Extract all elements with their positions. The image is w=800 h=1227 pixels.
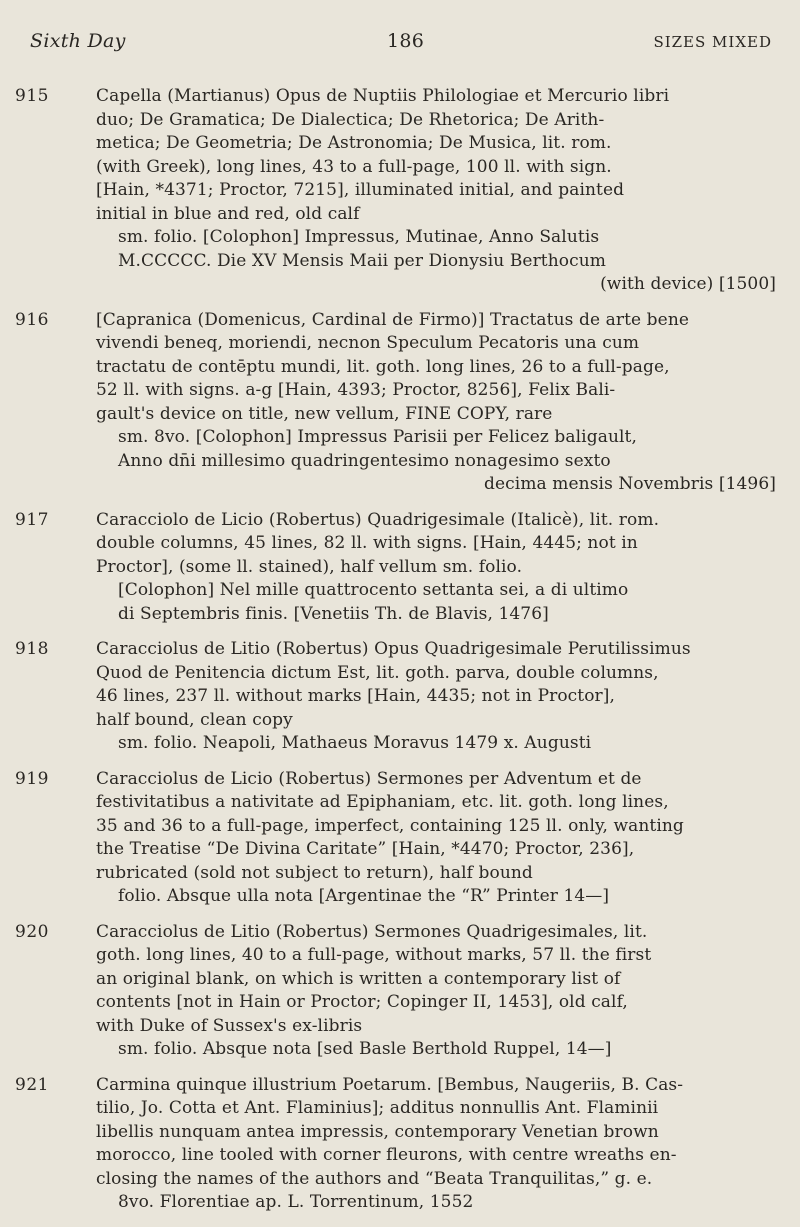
entry-line: tractatu de contēptu mundi, lit. goth. long lines, 26 to a full-page, <box>96 356 670 377</box>
entry-line: sm. 8vo. [Colophon] Impressus Parisii per Felicez baligault, <box>118 427 637 447</box>
lot-number: 921 <box>15 1074 49 1095</box>
entry-line: half bound, clean copy <box>96 709 293 730</box>
entry-line: tilio, Jo. Cotta et Ant. Flaminius]; additus nonnullis Ant. Flaminii <box>96 1098 659 1118</box>
running-head-day: Sixth Day <box>30 30 126 52</box>
entry-line: Caracciolus de Litio (Robertus) Opus Quadrigesimale Perutilissimus <box>96 639 691 659</box>
entry-line: an original blank, on which is written a contemporary list of <box>96 968 621 989</box>
entry-line: goth. long lines, 40 to a full-page, without marks, 57 ll. the first <box>96 945 652 965</box>
entry-line: contents [not in Hain or Proctor; Copinger II, 1453], old calf, <box>96 992 628 1012</box>
lot-description <box>96 509 776 627</box>
entry-line: metica; De Geometria; De Astronomia; De Musica, lit. rom. <box>96 133 612 153</box>
entry-line: 52 ll. with signs. a-g [Hain, 4393; Proctor, 8256], Felix Bali- <box>96 380 616 400</box>
lot-entry-921 <box>0 1074 800 1215</box>
entry-line: (with device) [1500] <box>600 274 776 294</box>
entry-line: di Septembris finis. [Venetiis Th. de Blavis, 1476] <box>118 603 549 624</box>
entry-line: Capella (Martianus) Opus de Nuptiis Philologiae et Mercurio libri <box>96 86 670 106</box>
lot-number: 920 <box>15 921 49 942</box>
entry-line: Caracciolus de Licio (Robertus) Sermones per Adventum et de <box>96 768 642 789</box>
entry-line: (with Greek), long lines, 43 to a full-page, 100 ll. with sign. <box>96 156 612 177</box>
entry-line: rubricated (sold not subject to return), half bound <box>96 862 533 883</box>
entry-line: vivendi beneq, moriendi, necnon Speculum Pecatoris una cum <box>96 333 640 353</box>
entry-line: the Treatise “De Divina Caritate” [Hain, *4470; Proctor, 236], <box>96 839 635 859</box>
entry-line: [Hain, *4371; Proctor, 7215], illuminated initial, and painted <box>96 180 625 200</box>
lot-entry-917 <box>0 509 800 627</box>
lot-number: 916 <box>15 309 49 330</box>
lot-description <box>96 768 776 909</box>
page-header <box>30 30 772 54</box>
lot-entry-918 <box>0 638 800 756</box>
entry-line: Caracciolus de Litio (Robertus) Sermones Quadrigesimales, lit. <box>96 921 648 942</box>
entry-line: sm. folio. [Colophon] Impressus, Mutinae, Anno Salutis <box>118 227 600 247</box>
lot-description <box>96 638 776 756</box>
entry-line: festivitatibus a nativitate ad Epiphaniam, etc. lit. goth. long lines, <box>96 792 669 812</box>
entry-line: Carmina quinque illustrium Poetarum. [Bembus, Naugeriis, B. Cas- <box>96 1074 684 1095</box>
lot-number: 915 <box>15 86 49 106</box>
lot-number: 917 <box>15 509 49 530</box>
lot-description <box>96 921 776 1062</box>
entry-line: double columns, 45 lines, 82 ll. with signs. [Hain, 4445; not in <box>96 533 638 553</box>
lot-description <box>96 309 776 497</box>
entry-line: M.CCCCC. Die XV Mensis Maii per Dionysiu Berthocum <box>118 250 607 271</box>
entry-line: Caracciolo de Licio (Robertus) Quadrigesimale (Italicè), lit. rom. <box>96 509 660 530</box>
lot-description <box>96 1074 776 1215</box>
lot-entry-919 <box>0 768 800 909</box>
lot-entry-920 <box>0 921 800 1062</box>
lot-entry-916 <box>0 309 800 497</box>
entry-line: closing the names of the authors and “Beata Tranquilitas,” g. e. <box>96 1168 653 1189</box>
entry-line: sm. folio. Absque nota [sed Basle Berthold Ruppel, 14—] <box>118 1039 612 1059</box>
entry-line: [Colophon] Nel mille quattrocento settanta sei, a di ultimo <box>118 580 629 600</box>
entry-line: libellis nunquam antea impressis, contemporary Venetian brown <box>96 1121 659 1142</box>
page-number: 186 <box>387 30 425 52</box>
entry-line: decima mensis Novembris [1496] <box>484 474 776 494</box>
lot-entries <box>0 85 800 1227</box>
entry-line: with Duke of Sussex's ex-libris <box>96 1015 363 1036</box>
entry-line: gault's device on title, new vellum, FINE COPY, rare <box>96 403 553 424</box>
entry-line: 46 lines, 237 ll. without marks [Hain, 4435; not in Proctor], <box>96 686 616 706</box>
running-head-section: SIZES MIXED <box>653 33 772 51</box>
lot-entry-915 <box>0 85 800 297</box>
entry-line: sm. folio. Neapoli, Mathaeus Moravus 1479 x. Augusti <box>118 733 592 753</box>
entry-line: [Capranica (Domenicus, Cardinal de Firmo)] Tractatus de arte bene <box>96 309 690 330</box>
lot-number: 918 <box>15 639 49 659</box>
entry-line: 35 and 36 to a full-page, imperfect, containing 125 ll. only, wanting <box>96 815 684 836</box>
entry-line: duo; De Gramatica; De Dialectica; De Rhetorica; De Arith- <box>96 109 605 130</box>
entry-line: Anno dn̄i millesimo quadringentesimo nonagesimo sexto <box>118 450 611 471</box>
entry-line: Proctor], (some ll. stained), half vellum sm. folio. <box>96 556 523 577</box>
entry-line: Quod de Penitencia dictum Est, lit. goth. parva, double columns, <box>96 662 659 683</box>
lot-number: 919 <box>15 768 49 789</box>
entry-line: initial in blue and red, old calf <box>96 203 360 224</box>
entry-line: 8vo. Florentiae ap. L. Torrentinum, 1552 <box>118 1192 474 1212</box>
lot-description <box>96 85 776 297</box>
entry-line: folio. Absque ulla nota [Argentinae the “R” Printer 14—] <box>118 886 610 906</box>
entry-line: morocco, line tooled with corner fleurons, with centre wreaths en- <box>96 1145 677 1165</box>
